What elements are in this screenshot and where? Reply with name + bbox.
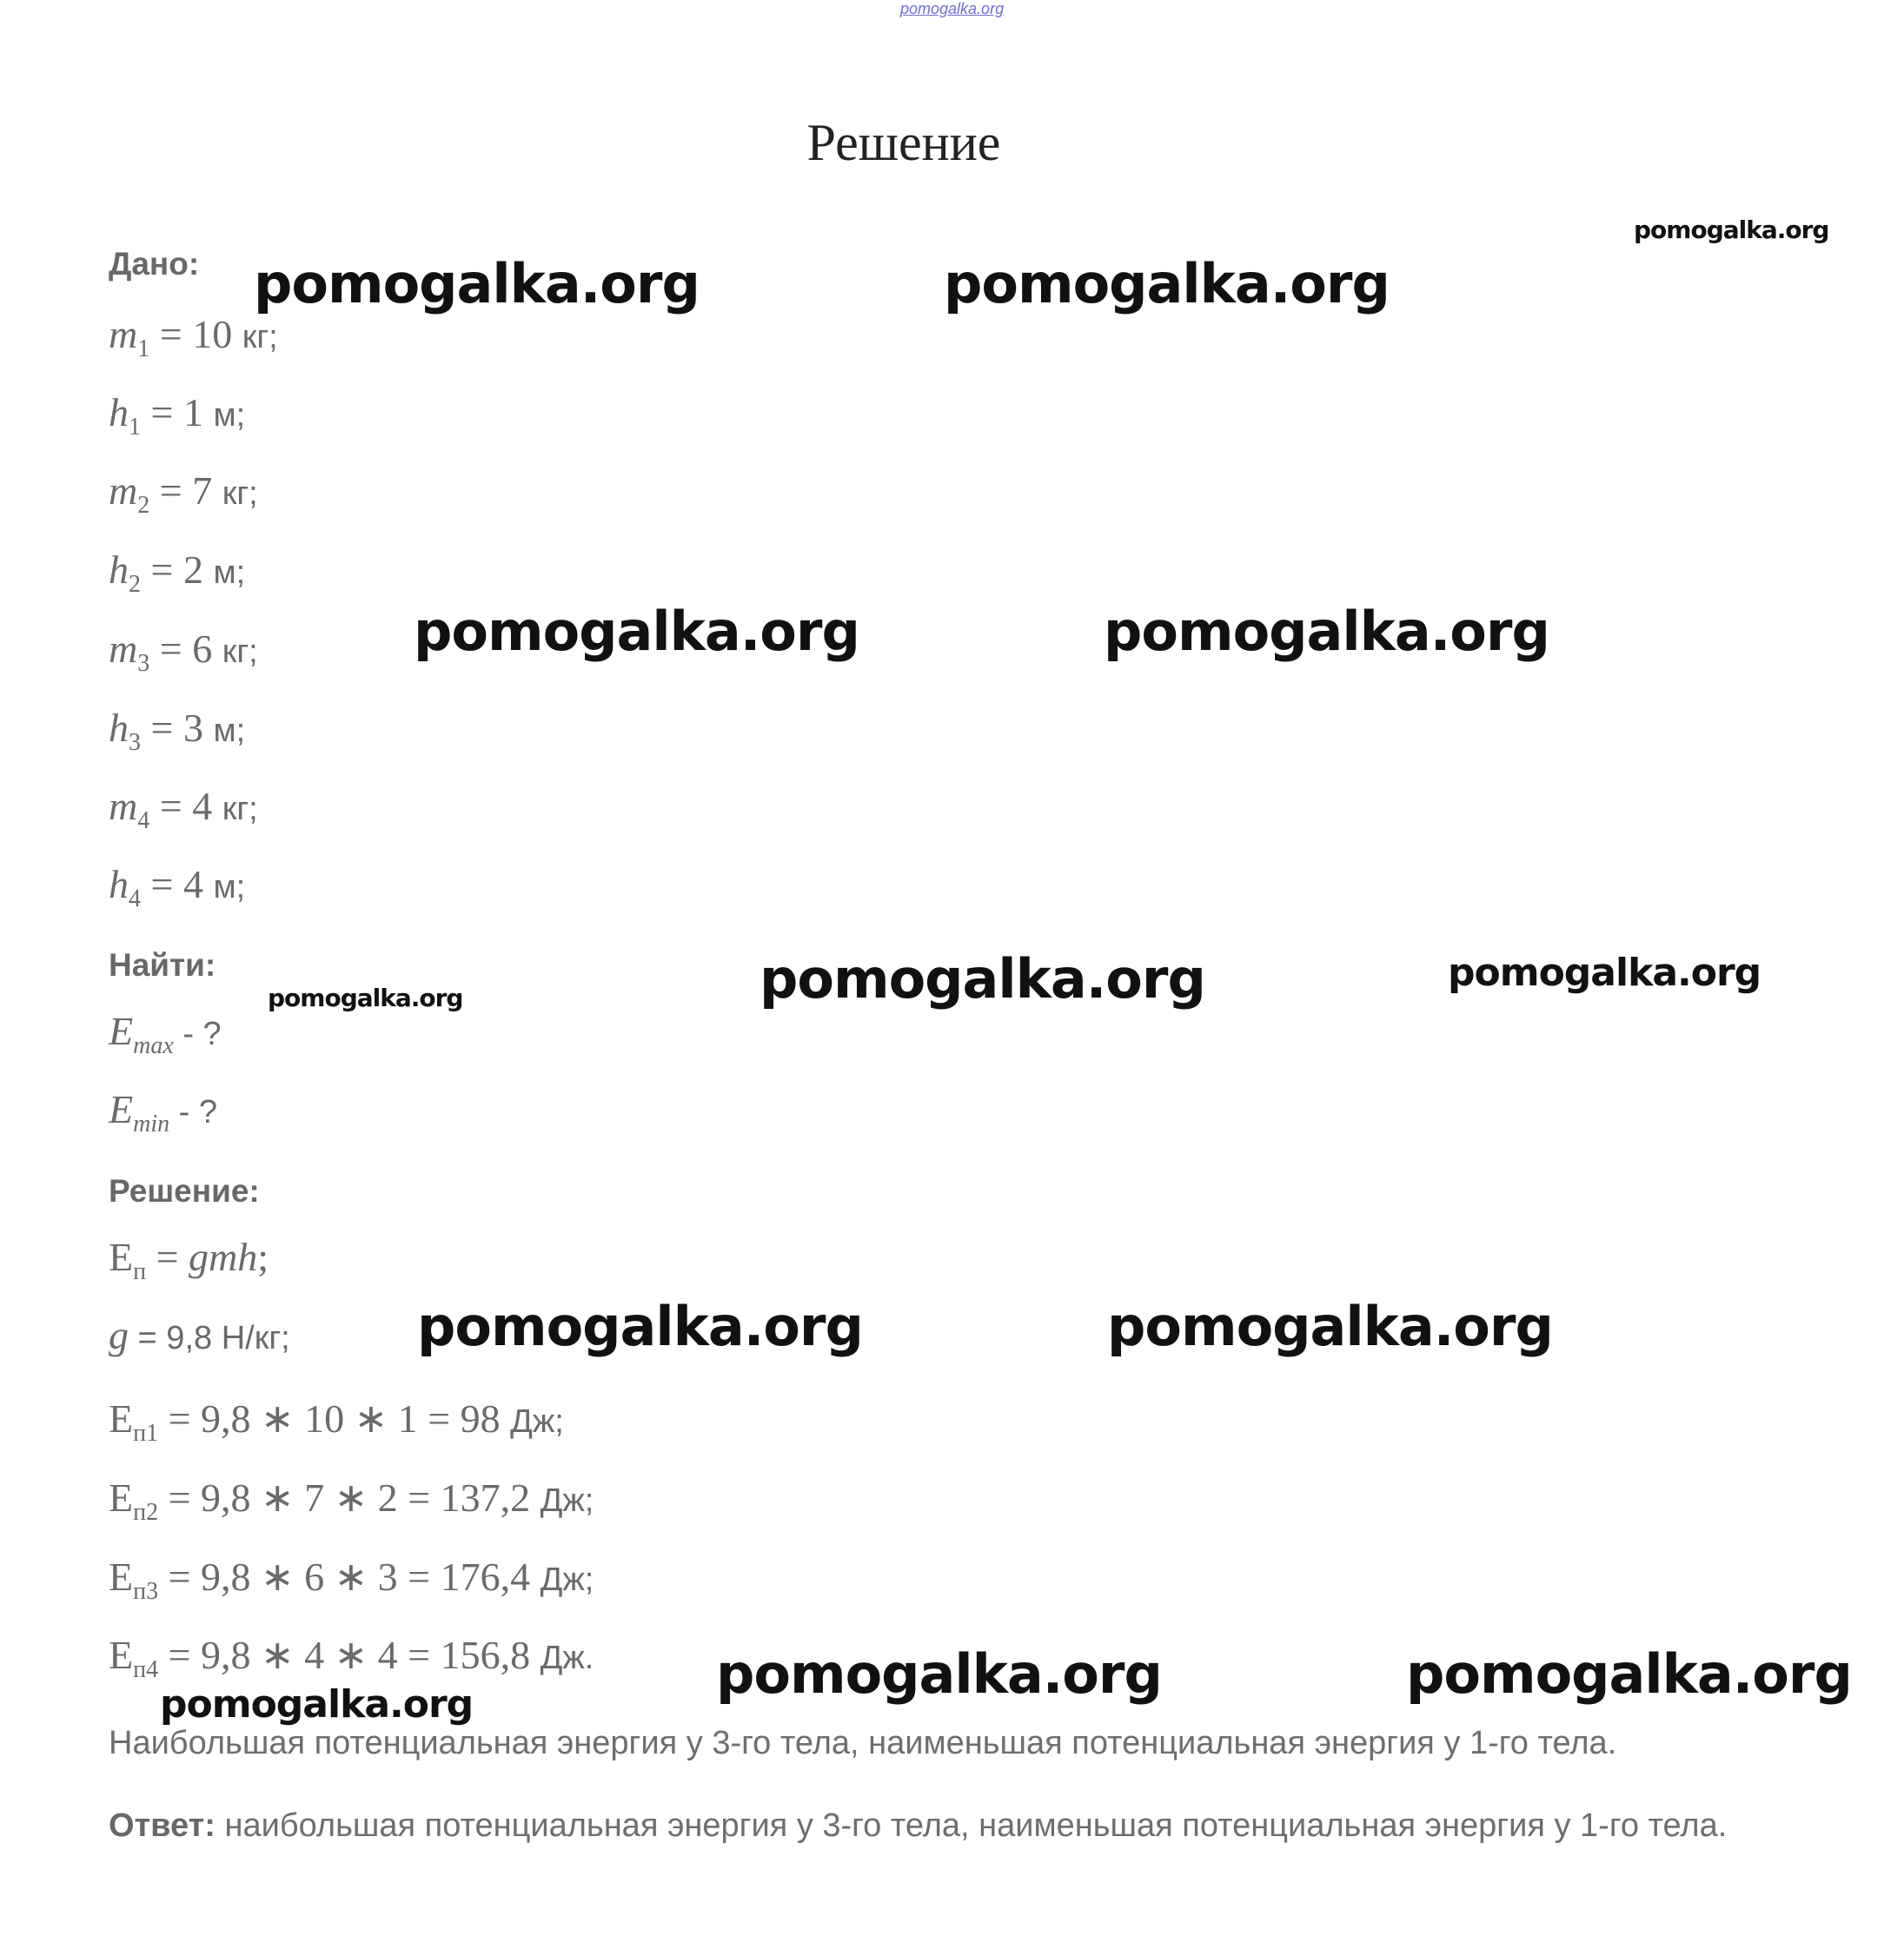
solution-heading: Решение: — [109, 1173, 260, 1209]
watermark: pomogalka.org — [944, 252, 1390, 315]
watermark: pomogalka.org — [1107, 1295, 1553, 1358]
watermark: pomogalka.org — [1406, 1642, 1852, 1706]
given-line: $h_3 = 3$ м; — [109, 706, 246, 756]
watermark: pomogalka.org — [1634, 215, 1829, 244]
given-line: $m_3 = 6$ кг; — [109, 627, 258, 677]
answer-label: Ответ: — [109, 1807, 216, 1844]
watermark: pomogalka.org — [760, 947, 1205, 1011]
watermark: pomogalka.org — [254, 252, 700, 315]
calc-line: $E_{п4} = 9,8$ ∗ 4 ∗ 4 = 156,8 Дж. — [109, 1633, 594, 1683]
calc-line: $E_{п3} = 9,8$ ∗ 6 ∗ 3 = 176,4 Дж; — [109, 1555, 594, 1605]
given-line: $m_4 = 4$ кг; — [109, 784, 258, 834]
g-constant-line: g = 9,8 Н/кг; — [109, 1313, 290, 1357]
given-line: $h_2 = 2$ м; — [109, 547, 246, 598]
given-heading: Дано: — [109, 246, 200, 282]
formula-line: $E_п$ = gmh; — [109, 1235, 269, 1285]
top-site-link[interactable]: pomogalka.org — [900, 0, 1005, 17]
answer-line — [109, 1807, 1727, 1845]
watermark: pomogalka.org — [417, 1295, 863, 1358]
find-heading: Найти: — [109, 947, 216, 983]
watermark: pomogalka.org — [1104, 600, 1549, 663]
watermark: pomogalka.org — [414, 600, 859, 663]
calc-line: $E_{п1} = 9,8$ ∗ 10 ∗ 1 = 98 Дж; — [109, 1396, 564, 1447]
watermark: pomogalka.org — [160, 1682, 474, 1727]
watermark: pomogalka.org — [1448, 951, 1761, 995]
page-title: Решение — [806, 114, 1001, 171]
given-line: $m_1 = 10$ кг; — [109, 312, 278, 362]
find-line: $E_{min}$ - ? — [109, 1087, 218, 1137]
calc-line: $E_{п2} = 9,8$ ∗ 7 ∗ 2 = 137,2 Дж; — [109, 1475, 594, 1526]
given-line: $m_2 = 7$ кг; — [109, 468, 258, 519]
watermark: pomogalka.org — [716, 1642, 1162, 1706]
given-line: $h_4 = 4$ м; — [109, 862, 246, 912]
given-line: $h_1 = 1$ м; — [109, 390, 246, 441]
answer-text: наибольшая потенциальная энергия у 3-го тела, наименьшая потенциальная энергия у 1-го тела. — [215, 1807, 1728, 1844]
watermark: pomogalka.org — [268, 984, 463, 1012]
find-line: $E_{max}$ - ? — [109, 1009, 222, 1059]
conclusion-text: Наибольшая потенциальная энергия у 3-го тела, наименьшая потенциальная энергия у 1-го тела. — [109, 1725, 1617, 1761]
